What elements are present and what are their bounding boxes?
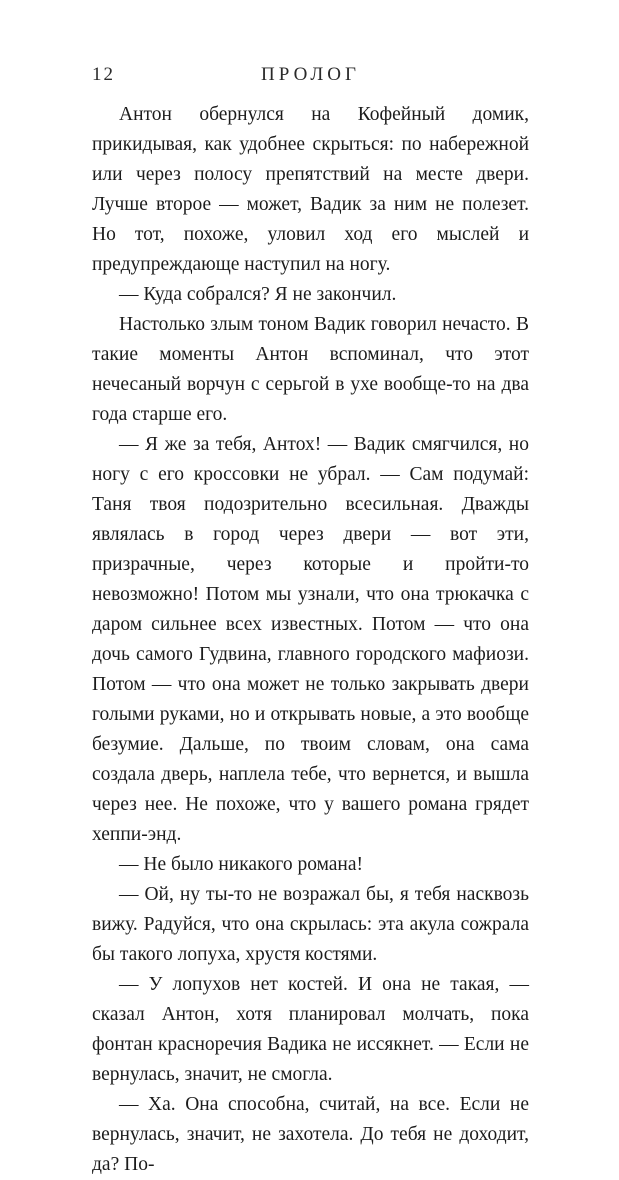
running-title: ПРОЛОГ — [261, 64, 360, 85]
paragraph: — Ой, ну ты-то не возражал бы, я тебя насквозь вижу. Радуйся, что она скрылась: эта акула сожрала бы такого лопуха, хрустя костями. — [92, 884, 529, 965]
page-header — [92, 64, 529, 94]
paragraph: — У лопухов нет костей. И она не такая, — сказал Антон, хотя планировал молчать, пока фонтан красноречия Вадика не иссякнет. — Если не вернулась, значит, не смогла. — [92, 974, 529, 1085]
paragraph: — Ха. Она способна, считай, на все. Если не вернулась, значит, не захотела. До тебя не доходит, да? По- — [92, 1094, 529, 1175]
body-text — [92, 100, 529, 1180]
paragraph: — Куда собрался? Я не закончил. — [119, 284, 397, 305]
paragraph: Настолько злым тоном Вадик говорил нечасто. В такие моменты Антон вспоминал, что этот нечесаный ворчун с серьгой в ухе вообще-то на два года старше его. — [92, 314, 529, 425]
paragraph: — Не было никакого романа! — [119, 854, 364, 875]
paragraph: — Я же за тебя, Антох! — Вадик смягчился, но ногу с его кроссовки не убрал. — Сам подумай: Таня твоя подозрительно всесильная. Дважды являлась в город через двери — вот эти, призрачные, через которые и пройти-то невозможно! Потом мы узнали, что она трюкачка с даром сильнее всех известных. Потом — что она дочь самого Гудвина, главного городского мафиози. Потом — что она может не только закрывать двери голыми руками, но и открывать новые, а это вообще безумие. Дальше, по твоим словам, она сама создала дверь, наплела тебе, что вернется, и вышла через нее. Не похоже, что у вашего романа грядет хеппи-энд. — [92, 434, 529, 845]
page-number: 12 — [92, 64, 115, 85]
paragraph: Антон обернулся на Кофейный домик, прикидывая, как удобнее скрыться: по набережной или через полосу препятствий на месте двери. Лучше второе — может, Вадик за ним не полезет. Но тот, похоже, уловил ход его мыслей и предупреждающе наступил на ногу. — [92, 104, 529, 275]
